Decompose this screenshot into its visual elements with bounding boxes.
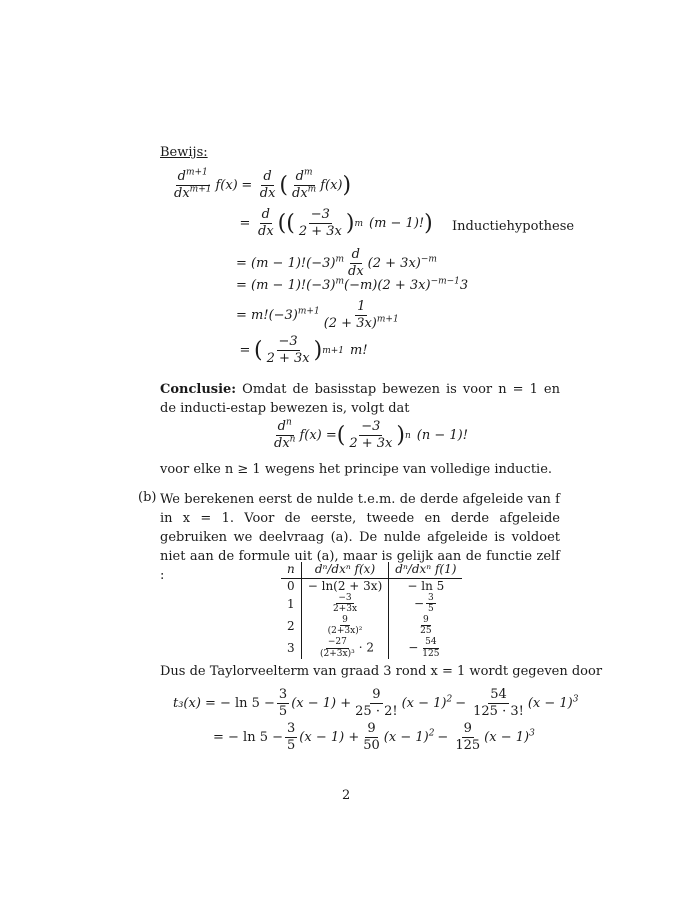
page-number: 2 <box>342 788 351 803</box>
taylor-intro: Dus de Taylorveelterm van graad 3 rond x = 1 wordt gegeven door <box>160 664 603 679</box>
proof-label: Bewijs: <box>160 145 208 160</box>
derivation-line-3: = $(m - 1)!(-3)^m$ $\frac{d}{dx}$ $(2 + 3x)^{-m}$ <box>236 247 437 279</box>
conclusion-formula: $\frac{d^n}{dx^n}$ f(x) = ( $\frac{-3}{2 + 3x}$ ) n (n − 1)! <box>274 417 468 451</box>
table-header-n: n <box>281 562 301 579</box>
induction-annotation: Inductiehypothese <box>452 219 575 234</box>
conclusion-paragraph <box>160 380 560 418</box>
table-row: 3 $\frac{-27}{\text{(2+3x)³}}$ · 2 − $\frac{54}{125}$ <box>281 637 462 659</box>
conclusion-after: voor elke n ≥ 1 wegens het principe van volledige inductie. <box>160 462 553 477</box>
taylor-line-2: = − ln 5 − $\frac{3}{5}$ (x − 1) + $\frac{9}{50}$ $(x - 1)^2$ − $\frac{9}{125}$ $(x - 1)^3$ <box>213 721 535 753</box>
part-b-marker: (b) <box>138 490 157 505</box>
derivation-line-0: $\frac{d^{m+1}}{dx^{m+1}}$ f(x) = $\frac{d}{dx}$ ( $\frac{d^m}{dx^m}$ f(x) ) <box>174 167 352 201</box>
derivation-line-6: = ( $\frac{-3}{2 + 3x}$ ) m+1 m! <box>239 334 368 366</box>
table-header-row <box>281 562 462 579</box>
conclusion-text: Omdat de basisstap bewezen is voor n = 1 en de inducti-estap bewezen is, volgt dat <box>160 382 560 416</box>
derivation-line-5: = $m!(-3)^{m+1}$ $\frac{1}{(2 + 3x)^{m+1}}$ <box>236 299 399 331</box>
derivation-line-4: = $(m - 1)!(-3)^m(-m)(2 + 3x)^{-m-1}3$ <box>236 276 469 293</box>
table-row: 0 − ln(2 + 3x) − ln 5 <box>281 579 462 594</box>
taylor-line-1: t₃(x) = − ln 5 − $\frac{3}{5}$ (x − 1) + $\frac{9}{25 \cdot 2!}$ $(x - 1)^2$ − $\frac{54}{125 \cdot 3!}$ $(x - 1)^3$ <box>173 687 579 719</box>
derivation-line-2: = $\frac{d}{dx}$ (( $\frac{-3}{2 + 3x}$ ) m (m − 1)! ) <box>239 207 433 239</box>
table-header-fx: dⁿ/dxⁿ f(x) <box>301 562 389 579</box>
table-row: 2 $\frac{9}{\text{(2+3x)²}}$ $\frac{9}{25}$ <box>281 615 462 637</box>
conclusion-label: Conclusie: <box>160 382 237 397</box>
table-header-f1: dⁿ/dxⁿ f(1) <box>389 562 463 579</box>
part-b-text: We berekenen eerst de nulde t.e.m. de derde afgeleide van f in x = 1. Voor de eerste, tweede en derde afgeleide gebruiken we deelvraag (a). De nulde afgeleide is voldoet niet aan de formule uit (a), maar is gelijk aan de functie zelf : <box>160 492 560 583</box>
table-row: 1 $\frac{-3}{2+3x}$ − $\frac{3}{5}$ <box>281 593 462 615</box>
derivative-table <box>281 562 462 659</box>
